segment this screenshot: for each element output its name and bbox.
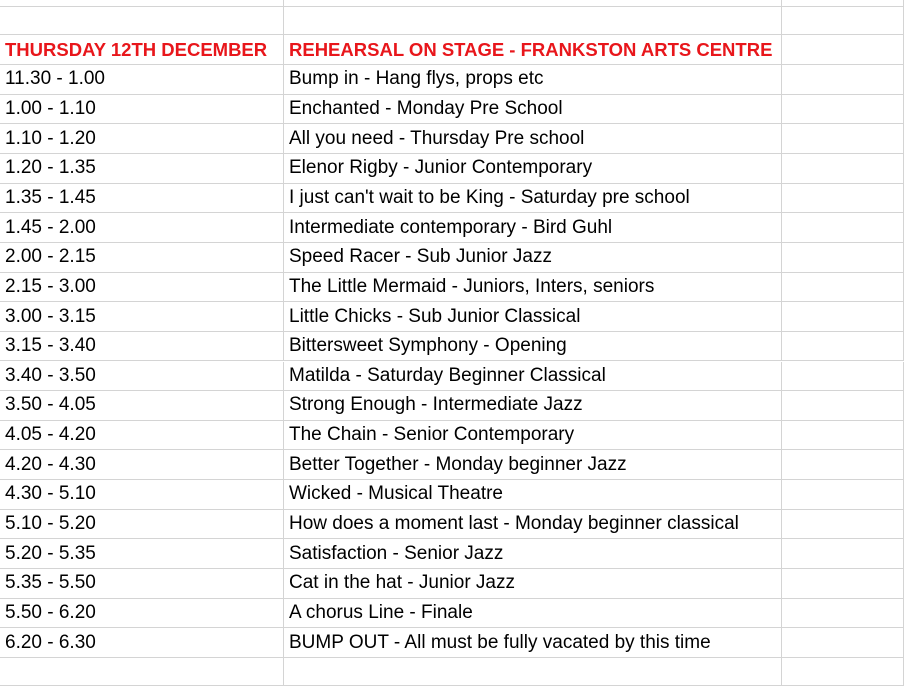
time-cell[interactable]: 11.30 - 1.00 [0, 65, 284, 95]
table-row [0, 362, 904, 392]
table-row [0, 539, 904, 569]
time-cell[interactable]: 1.00 - 1.10 [0, 95, 284, 125]
table-row [0, 421, 904, 451]
cell[interactable] [782, 391, 904, 421]
item-cell[interactable]: Cat in the hat - Junior Jazz [284, 569, 782, 599]
cell[interactable] [782, 569, 904, 599]
cell[interactable] [782, 124, 904, 154]
item-cell[interactable]: BUMP OUT - All must be fully vacated by this time [284, 628, 782, 658]
cell[interactable] [782, 480, 904, 510]
table-row [0, 450, 904, 480]
table-row [0, 273, 904, 303]
table-row [0, 184, 904, 214]
table-row [0, 65, 904, 95]
cell[interactable] [782, 510, 904, 540]
cell[interactable] [782, 450, 904, 480]
time-cell[interactable]: 1.35 - 1.45 [0, 184, 284, 214]
time-cell[interactable]: 5.50 - 6.20 [0, 599, 284, 629]
item-cell[interactable]: The Little Mermaid - Juniors, Inters, seniors [284, 273, 782, 303]
item-cell[interactable]: All you need - Thursday Pre school [284, 124, 782, 154]
cell[interactable] [782, 539, 904, 569]
time-cell[interactable]: 3.15 - 3.40 [0, 332, 284, 362]
table-row [0, 124, 904, 154]
cell[interactable] [782, 213, 904, 243]
table-row [0, 391, 904, 421]
time-cell[interactable]: 4.20 - 4.30 [0, 450, 284, 480]
cell[interactable] [782, 273, 904, 303]
cell[interactable] [782, 362, 904, 392]
cell[interactable] [782, 184, 904, 214]
cell[interactable] [782, 658, 904, 686]
cell[interactable] [782, 332, 904, 362]
cell[interactable] [782, 243, 904, 273]
time-cell[interactable]: 2.00 - 2.15 [0, 243, 284, 273]
item-cell[interactable]: Little Chicks - Sub Junior Classical [284, 302, 782, 332]
table-row [0, 332, 904, 362]
cell[interactable] [0, 0, 284, 7]
cell[interactable] [782, 628, 904, 658]
item-cell[interactable]: A chorus Line - Finale [284, 599, 782, 629]
cell[interactable] [782, 302, 904, 332]
time-cell[interactable]: 1.20 - 1.35 [0, 154, 284, 184]
table-row [0, 154, 904, 184]
table-row [0, 599, 904, 629]
table-row [0, 510, 904, 540]
cell[interactable] [284, 658, 782, 686]
table-row [0, 95, 904, 125]
time-cell[interactable]: 2.15 - 3.00 [0, 273, 284, 303]
item-cell[interactable]: The Chain - Senior Contemporary [284, 421, 782, 451]
cell[interactable] [0, 7, 284, 35]
table-row [0, 480, 904, 510]
cell[interactable] [284, 7, 782, 35]
empty-row [0, 0, 904, 7]
cell[interactable] [782, 65, 904, 95]
cell[interactable] [782, 35, 904, 65]
table-row [0, 628, 904, 658]
time-cell[interactable]: 1.10 - 1.20 [0, 124, 284, 154]
cell[interactable] [782, 7, 904, 35]
time-cell[interactable]: 4.30 - 5.10 [0, 480, 284, 510]
header-date-cell[interactable]: THURSDAY 12TH DECEMBER [0, 35, 284, 65]
item-cell[interactable]: I just can't wait to be King - Saturday pre school [284, 184, 782, 214]
cell[interactable] [782, 154, 904, 184]
time-cell[interactable]: 6.20 - 6.30 [0, 628, 284, 658]
item-cell[interactable]: Intermediate contemporary - Bird Guhl [284, 213, 782, 243]
cell[interactable] [0, 658, 284, 686]
cell[interactable] [782, 95, 904, 125]
time-cell[interactable]: 3.50 - 4.05 [0, 391, 284, 421]
item-cell[interactable]: Speed Racer - Sub Junior Jazz [284, 243, 782, 273]
item-cell[interactable]: Strong Enough - Intermediate Jazz [284, 391, 782, 421]
time-cell[interactable]: 5.35 - 5.50 [0, 569, 284, 599]
time-cell[interactable]: 4.05 - 4.20 [0, 421, 284, 451]
empty-row [0, 658, 904, 686]
item-cell[interactable]: Matilda - Saturday Beginner Classical [284, 362, 782, 392]
item-cell[interactable]: Satisfaction - Senior Jazz [284, 539, 782, 569]
header-row [0, 35, 904, 65]
item-cell[interactable]: Wicked - Musical Theatre [284, 480, 782, 510]
time-cell[interactable]: 1.45 - 2.00 [0, 213, 284, 243]
time-cell[interactable]: 5.20 - 5.35 [0, 539, 284, 569]
table-row [0, 243, 904, 273]
table-row [0, 569, 904, 599]
cell[interactable] [782, 599, 904, 629]
time-cell[interactable]: 3.40 - 3.50 [0, 362, 284, 392]
time-cell[interactable]: 3.00 - 3.15 [0, 302, 284, 332]
item-cell[interactable]: Elenor Rigby - Junior Contemporary [284, 154, 782, 184]
table-row [0, 213, 904, 243]
cell[interactable] [782, 421, 904, 451]
cell[interactable] [782, 0, 904, 7]
table-row [0, 302, 904, 332]
cell[interactable] [284, 0, 782, 7]
item-cell[interactable]: How does a moment last - Monday beginner classical [284, 510, 782, 540]
item-cell[interactable]: Bump in - Hang flys, props etc [284, 65, 782, 95]
item-cell[interactable]: Better Together - Monday beginner Jazz [284, 450, 782, 480]
item-cell[interactable]: Enchanted - Monday Pre School [284, 95, 782, 125]
time-cell[interactable]: 5.10 - 5.20 [0, 510, 284, 540]
item-cell[interactable]: Bittersweet Symphony - Opening [284, 332, 782, 362]
empty-row [0, 7, 904, 35]
header-title-cell[interactable]: REHEARSAL ON STAGE - FRANKSTON ARTS CENTRE [284, 35, 782, 65]
